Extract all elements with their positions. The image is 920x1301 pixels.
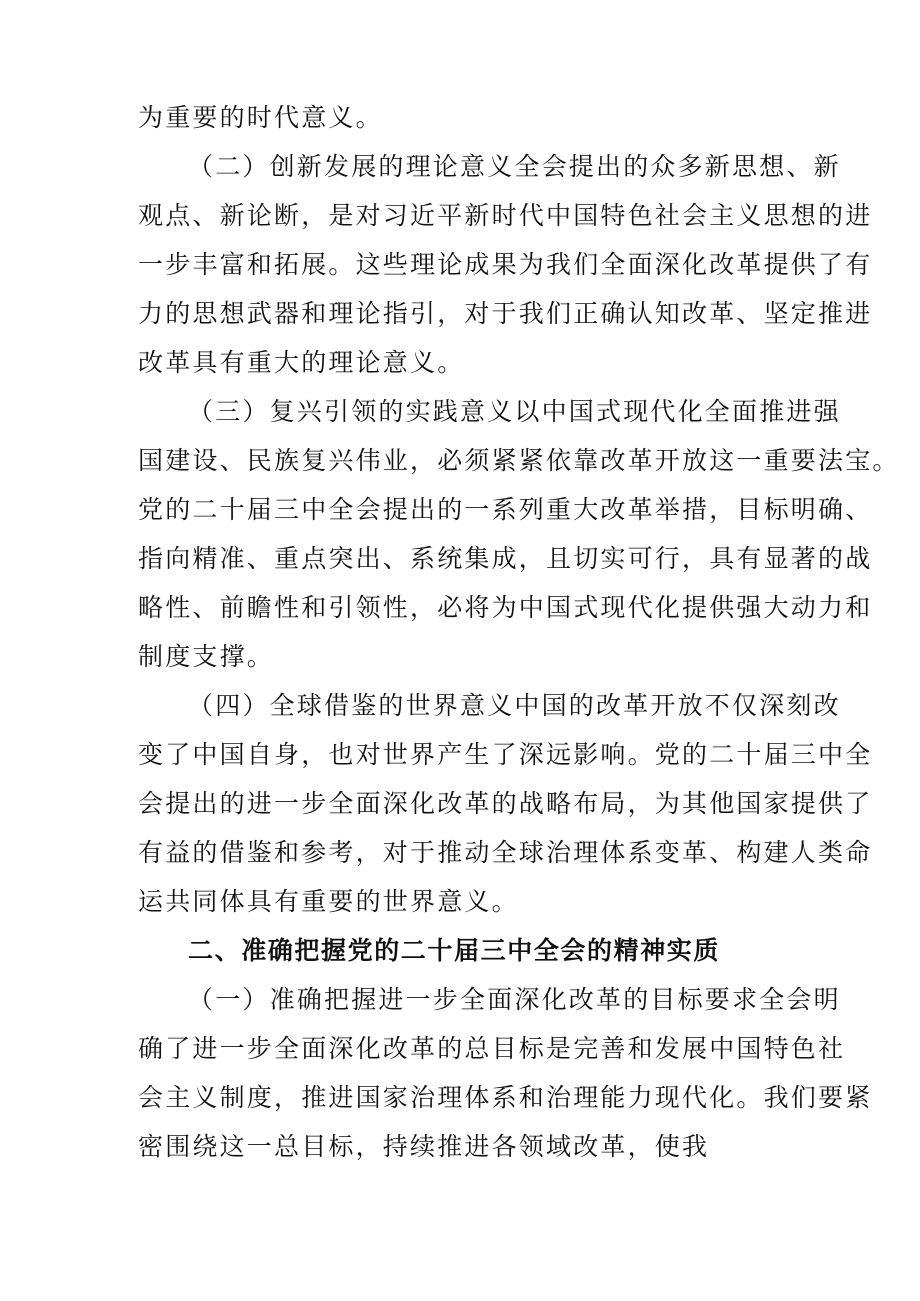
section-heading-line: （四）全球借鉴的世界意义中国的改革开放不仅深刻改 [188, 691, 841, 720]
text-line: 确了进一步全面深化改革的总目标是完善和发展中国特色社 [138, 1034, 846, 1063]
text-line: 会提出的进一步全面深化改革的战略布局，为其他国家提供了 [138, 789, 873, 818]
text-line: 观点、新论断，是对习近平新时代中国特色社会主义思想的进 [138, 201, 873, 230]
section-heading-line: （二）创新发展的理论意义全会提出的众多新思想、新 [188, 152, 841, 181]
chapter-heading: 二、准确把握党的二十届三中全会的精神实质 [188, 936, 721, 965]
text-line: 为重要的时代意义。 [138, 103, 383, 132]
text-line: 制度支撑。 [138, 642, 275, 671]
text-line: 一步丰富和拓展。这些理论成果为我们全面深化改革提供了有 [138, 250, 873, 279]
text-line: 有益的借鉴和参考，对于推动全球治理体系变革、构建人类命 [138, 838, 873, 867]
text-line: 略性、前瞻性和引领性，必将为中国式现代化提供强大动力和 [138, 593, 873, 622]
text-line: 国建设、民族复兴伟业，必须紧紧依靠改革开放这一重要法宝。 [138, 446, 900, 475]
text-line: 密围绕这一总目标，持续推进各领域改革，使我 [138, 1132, 710, 1161]
section-heading-line: （一）准确把握进一步全面深化改革的目标要求全会明 [188, 985, 841, 1014]
text-line: 运共同体具有重要的世界意义。 [138, 887, 519, 916]
text-line: 变了中国自身，也对世界产生了深远影响。党的二十届三中全 [138, 740, 873, 769]
section-heading-line: （三）复兴引领的实践意义以中国式现代化全面推进强 [188, 397, 841, 426]
text-line: 指向精准、重点突出、系统集成，且切实可行，具有显著的战 [138, 544, 873, 573]
text-line: 会主义制度，推进国家治理体系和治理能力现代化。我们要紧 [138, 1083, 873, 1112]
text-line: 改革具有重大的理论意义。 [138, 348, 465, 377]
text-line: 党的二十届三中全会提出的一系列重大改革举措，目标明确、 [138, 495, 873, 524]
text-line: 力的思想武器和理论指引，对于我们正确认知改革、坚定推进 [138, 299, 873, 328]
